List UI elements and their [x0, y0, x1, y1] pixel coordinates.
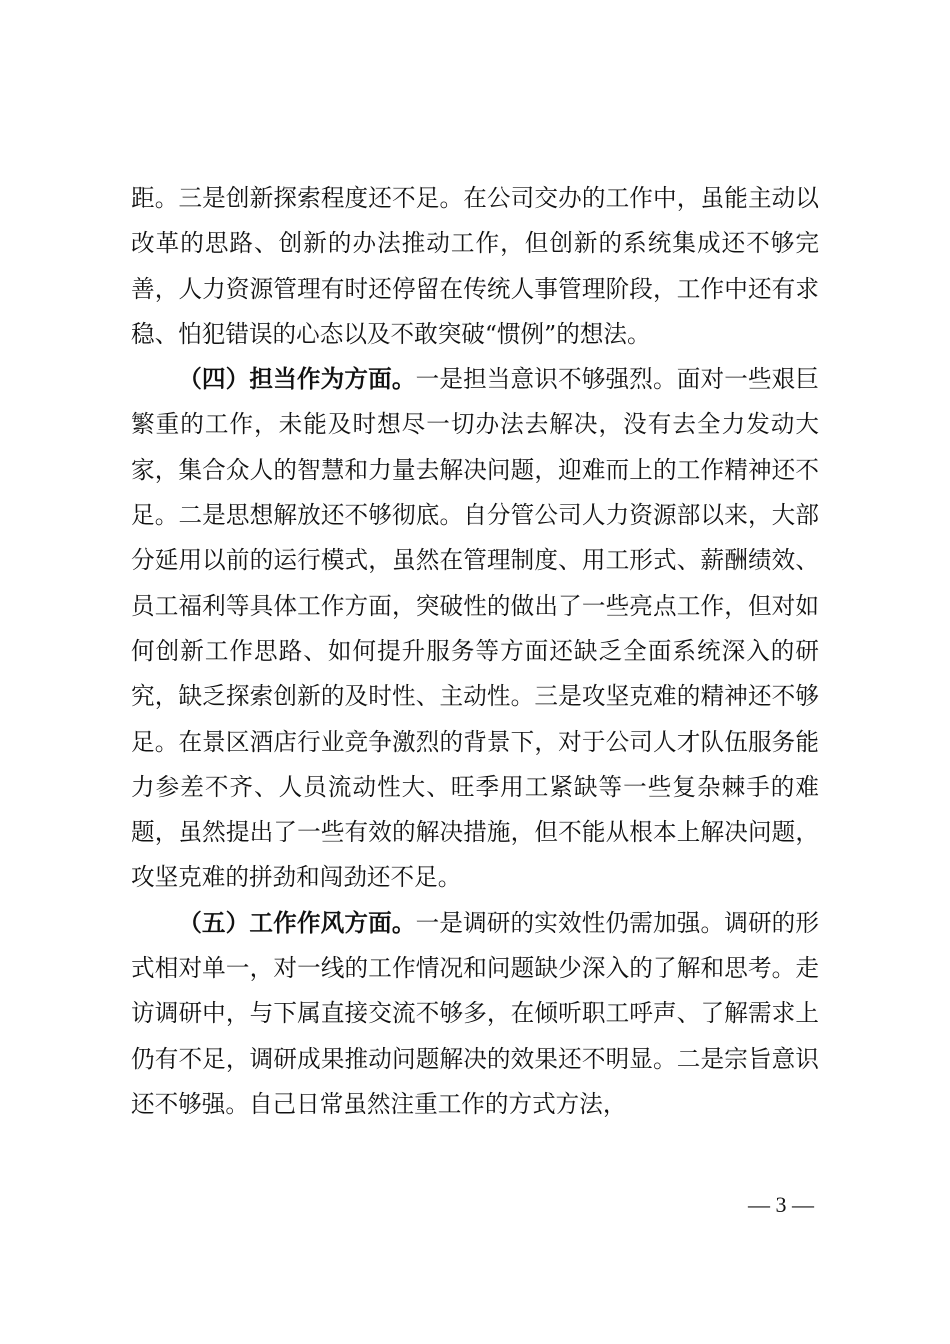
section-4-paragraph [131, 357, 819, 901]
section-5-body: 一是调研的实效性仍需加强。调研的形式相对单一，对一线的工作情况和问题缺少深入的了解和思考。走访调研中，与下属直接交流不够多，在倾听职工呼声、了解需求上仍有不足，调研成果推动问题解决的效果还不明显。二是宗旨意识还不够强。自己日常虽然注重工作的方式方法， [131, 908, 820, 1118]
section-4-body: 一是担当意识不够强烈。面对一些艰巨繁重的工作，未能及时想尽一切办法去解决，没有去全力发动大家，集合众人的智慧和力量去解决问题，迎难而上的工作精神还不足。二是思想解放还不够彻底。自分管公司人力资源部以来，大部分延用以前的运行模式，虽然在管理制度、用工形式、薪酬绩效、员工福利等具体工作方面，突破性的做出了一些亮点工作，但对如何创新工作思路、如何提升服务等方面还缺乏全面系统深入的研究，缺乏探索创新的及时性、主动性。三是攻坚克难的精神还不够足。在景区酒店行业竞争激烈的背景下，对于公司人才队伍服务能力参差不齐、人员流动性大、旺季用工紧缺等一些复杂棘手的难题，虽然提出了一些有效的解决措施，但不能从根本上解决问题，攻坚克难的拼劲和闯劲还不足。 [131, 365, 820, 892]
document-body [131, 176, 819, 1127]
section-5-paragraph [131, 901, 819, 1127]
page-number: — 3 — [748, 1192, 814, 1217]
continuation-paragraph [131, 176, 819, 357]
section-4-heading: （四）担当作为方面。 [178, 365, 416, 394]
section-5-heading: （五）工作作风方面。 [178, 908, 416, 937]
continuation-paragraph-text: 距。三是创新探索程度还不足。在公司交办的工作中，虽能主动以改革的思路、创新的办法推动工作，但创新的系统集成还不够完善，人力资源管理有时还停留在传统人事管理阶段，工作中还有求稳、怕犯错误的心态以及不敢突破“惯例”的想法。 [131, 184, 819, 348]
